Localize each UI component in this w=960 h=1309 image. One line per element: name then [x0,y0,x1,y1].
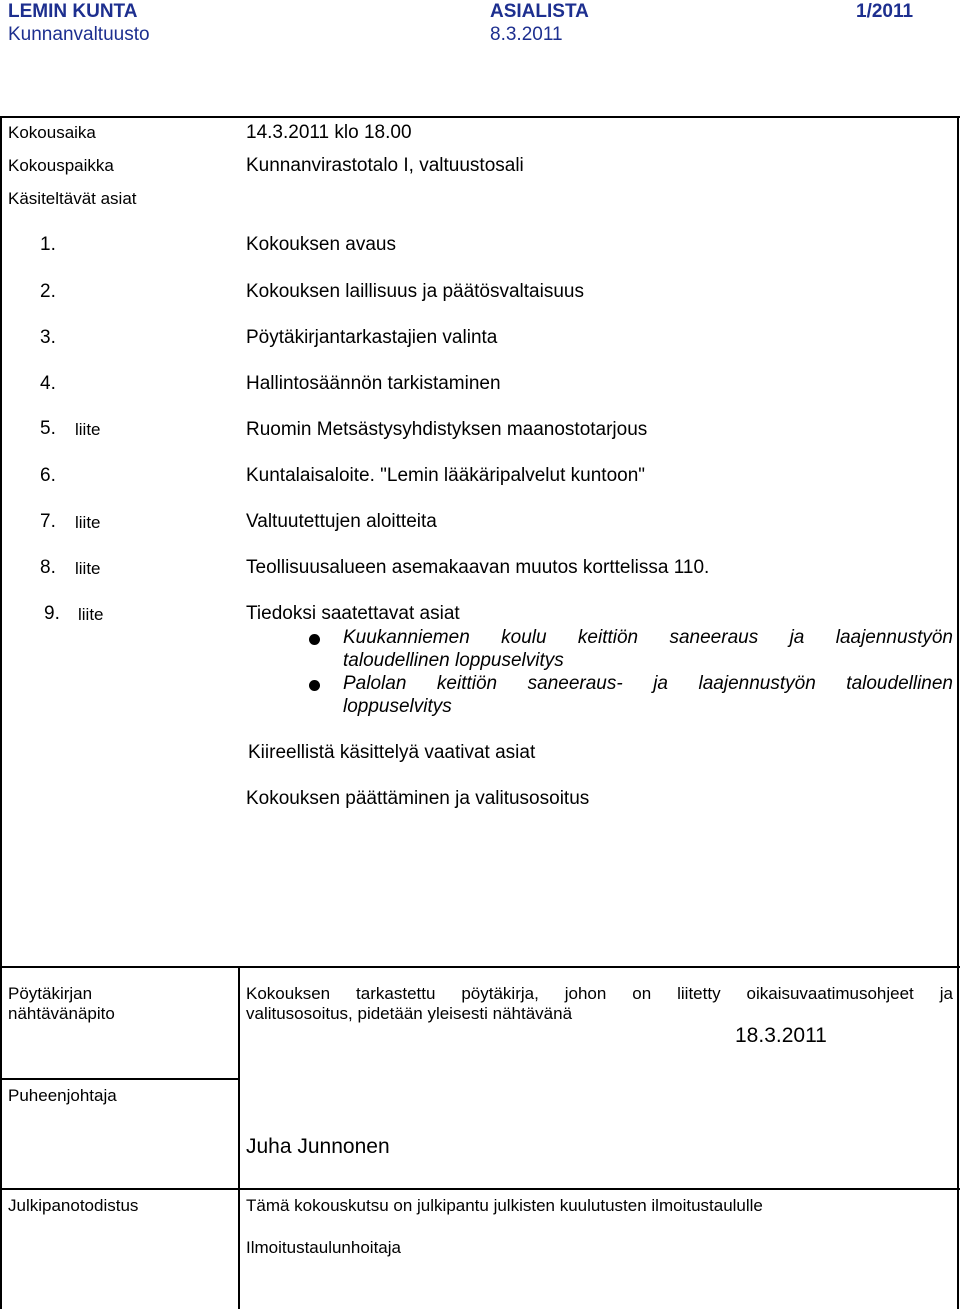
notice-item-line [343,627,953,649]
word: Kokouksen [246,984,331,1003]
word: saneeraus- [527,673,623,694]
chair-name: Juha Junnonen [246,1135,390,1158]
public-notice-label: Julkipanotodistus [8,1196,139,1215]
notice-item-line [343,673,953,695]
word: ja [653,673,668,694]
agenda-title: Tiedoksi saatettavat asiat [246,603,460,624]
agenda-title: Valtuutettujen aloitteita [246,511,437,532]
row-divider-public-notice [0,1188,960,1190]
word: Palolan [343,673,407,694]
governing-body: Kunnanvaltuusto [8,24,150,45]
agenda-title: Kuntalaisaloite. "Lemin lääkäripalvelut kuntoon" [246,465,646,486]
word: Kuukanniemen [343,627,470,648]
notice-item-line: taloudellinen loppuselvitys [343,650,564,671]
agenda-title: Ruomin Metsästysyhdistyksen maanostotarjous [246,419,648,440]
meeting-time-value: 14.3.2011 klo 18.00 [246,122,412,143]
agenda-number: 9. [44,603,60,624]
agenda-number: 6. [40,465,56,486]
agenda-title: Kokouksen laillisuus ja päätösvaltaisuus [246,281,584,302]
word: ja [789,627,805,648]
page-number: 1/2011 [856,1,914,22]
minutes-label: nähtävänäpito [8,1004,115,1023]
notice-item-line: loppuselvitys [343,696,452,717]
word: keittiön [436,673,498,694]
word: taloudellinen [846,673,953,694]
row-divider-chair [0,1078,240,1080]
word: liitetty [677,984,721,1003]
bullet-icon [309,634,320,645]
word: pöytäkirja, [461,984,539,1003]
word: johon [564,984,607,1003]
word: laajennustyön [835,627,953,648]
public-notice-text: Tämä kokouskutsu on julkipantu julkisten kuulutusten ilmoitustaululle [246,1196,763,1215]
minutes-text: valitusosoitus, pidetään yleisesti nähtävänä [246,1004,573,1023]
word: on [632,984,652,1003]
attachment-link[interactable]: liite [75,513,101,532]
word: saneeraus [669,627,759,648]
table-left-border [0,116,2,1309]
agenda-number: 8. [40,557,56,578]
agenda-number: 5. [40,418,56,439]
attachment-link[interactable]: liite [78,605,104,624]
word: laajennustyön [698,673,816,694]
document-date: 8.3.2011 [490,24,563,45]
minutes-label: Pöytäkirjan [8,984,93,1003]
table-right-border [957,116,959,1309]
municipality-name: LEMIN KUNTA [8,1,138,22]
table-top-border [0,116,960,118]
agenda-title: Pöytäkirjantarkastajien valinta [246,327,498,348]
meeting-time-label: Kokousaika [8,123,96,142]
minutes-date: 18.3.2011 [735,1024,827,1047]
public-notice-signer: Ilmoitustaulunhoitaja [246,1238,401,1257]
word: oikaisuvaatimusohjeet [746,984,914,1003]
agenda-number: 3. [40,327,56,348]
agenda-number: 4. [40,373,56,394]
document-type: ASIALISTA [490,1,589,22]
agenda-title: Teollisuusalueen asemakaavan muutos korttelissa 110. [246,557,710,578]
agenda-title: Kokouksen avaus [246,234,396,255]
word: ja [939,984,953,1003]
attachment-link[interactable]: liite [75,420,101,439]
attachment-link[interactable]: liite [75,559,101,578]
word: tarkastettu [356,984,436,1003]
bullet-icon [309,680,320,691]
agenda-title: Hallintosäännön tarkistaminen [246,373,501,394]
agenda-number: 1. [40,234,56,255]
table-column-divider [238,966,240,1309]
meeting-place-label: Kokouspaikka [8,156,114,175]
minutes-text [246,984,953,1004]
meeting-place-value: Kunnanvirastotalo I, valtuustosali [246,155,524,176]
agenda-number: 2. [40,281,56,302]
urgent-matters: Kiireellistä käsittelyä vaativat asiat [248,742,536,763]
agenda-number: 7. [40,511,56,532]
chair-label: Puheenjohtaja [8,1086,117,1105]
row-divider-minutes [0,966,960,968]
word: koulu [501,627,547,648]
word: keittiön [577,627,639,648]
agenda-items-label: Käsiteltävät asiat [8,189,137,208]
closing-item: Kokouksen päättäminen ja valitusosoitus [246,788,590,809]
